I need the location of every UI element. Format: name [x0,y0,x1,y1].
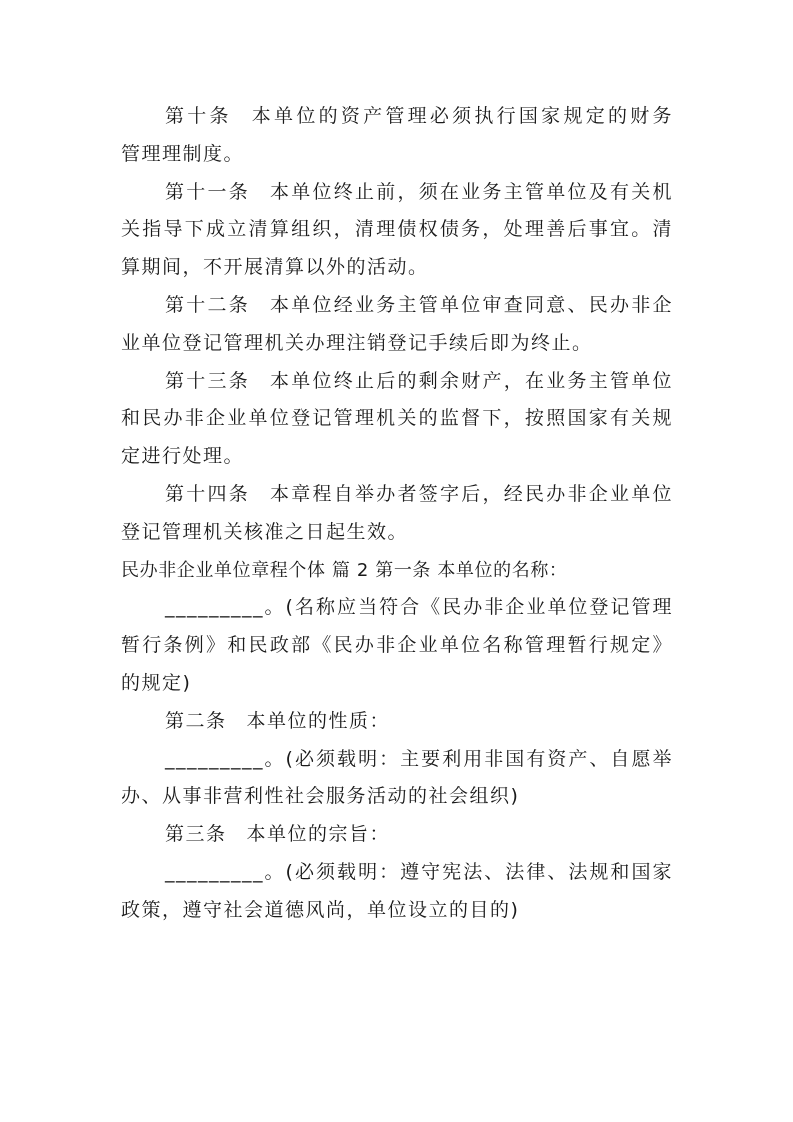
article-label: 第十四条 [165,482,250,505]
article-14-line-1 [121,476,673,514]
article-12-line-2: 业单位登记管理机关办理注销登记手续后即为终止。 [121,331,593,354]
article-label: 第十一条 [165,180,250,203]
section-heading-line: 民办非企业单位章程个体 篇 2 第一条 本单位的名称： [121,559,568,581]
article-10-line-2: 管理理制度。 [121,142,245,165]
nature-line-1: _________。(必须载明：主要利用非国有资产、自愿举 [165,747,673,770]
article-11-line-3: 算期间，不开展清算以外的活动。 [121,256,429,279]
article-14-line-2: 登记管理机关核准之日起生效。 [121,520,409,543]
article-2-title [121,703,673,741]
article-3-title [121,816,673,854]
article-text: 本单位的宗旨： [246,823,391,846]
article-13-line-1 [121,363,673,401]
article-text: 本单位终止后的剩余财产，在业务主管单位 [270,369,673,392]
article-label: 第十二条 [165,293,250,316]
nature-line-2: 办、从事非营利性社会服务活动的社会组织) [121,785,520,808]
article-text: 本单位终止前，须在业务主管单位及有关机 [270,180,673,203]
purpose-line-2: 政策，遵守社会道德风尚，单位设立的目的) [121,898,520,921]
article-text: 本单位的资产管理必须执行国家规定的财务 [251,105,673,127]
name-line-1: _________。(名称应当符合《民办非企业单位登记管理 [165,596,673,619]
article-11-line-2: 关指导下成立清算组织，清理债权债务，处理善后事宜。清 [121,218,673,241]
article-label: 第三条 [165,823,227,846]
article-label: 第二条 [165,709,227,732]
document-body [121,98,673,930]
article-13-line-3: 定进行处理。 [121,445,245,468]
article-label: 第十三条 [165,369,250,392]
article-text: 本单位的性质： [246,709,391,732]
article-13-line-2: 和民办非企业单位登记管理机关的监督下，按照国家有关规 [121,407,673,430]
article-text: 本单位经业务主管单位审查同意、民办非企 [270,293,673,316]
article-12-line-1 [121,287,673,325]
article-11-line-1 [121,174,673,212]
article-text: 本章程自举办者签字后，经民办非企业单位 [270,482,673,505]
name-line-3: 的规定) [121,671,192,694]
article-10-line-1 [121,98,673,136]
name-line-2: 暂行条例》和民政部《民办非企业单位名称管理暂行规定》 [121,634,673,657]
article-label: 第十条 [165,105,232,127]
purpose-line-1: _________。(必须载明：遵守宪法、法律、法规和国家 [165,860,673,883]
